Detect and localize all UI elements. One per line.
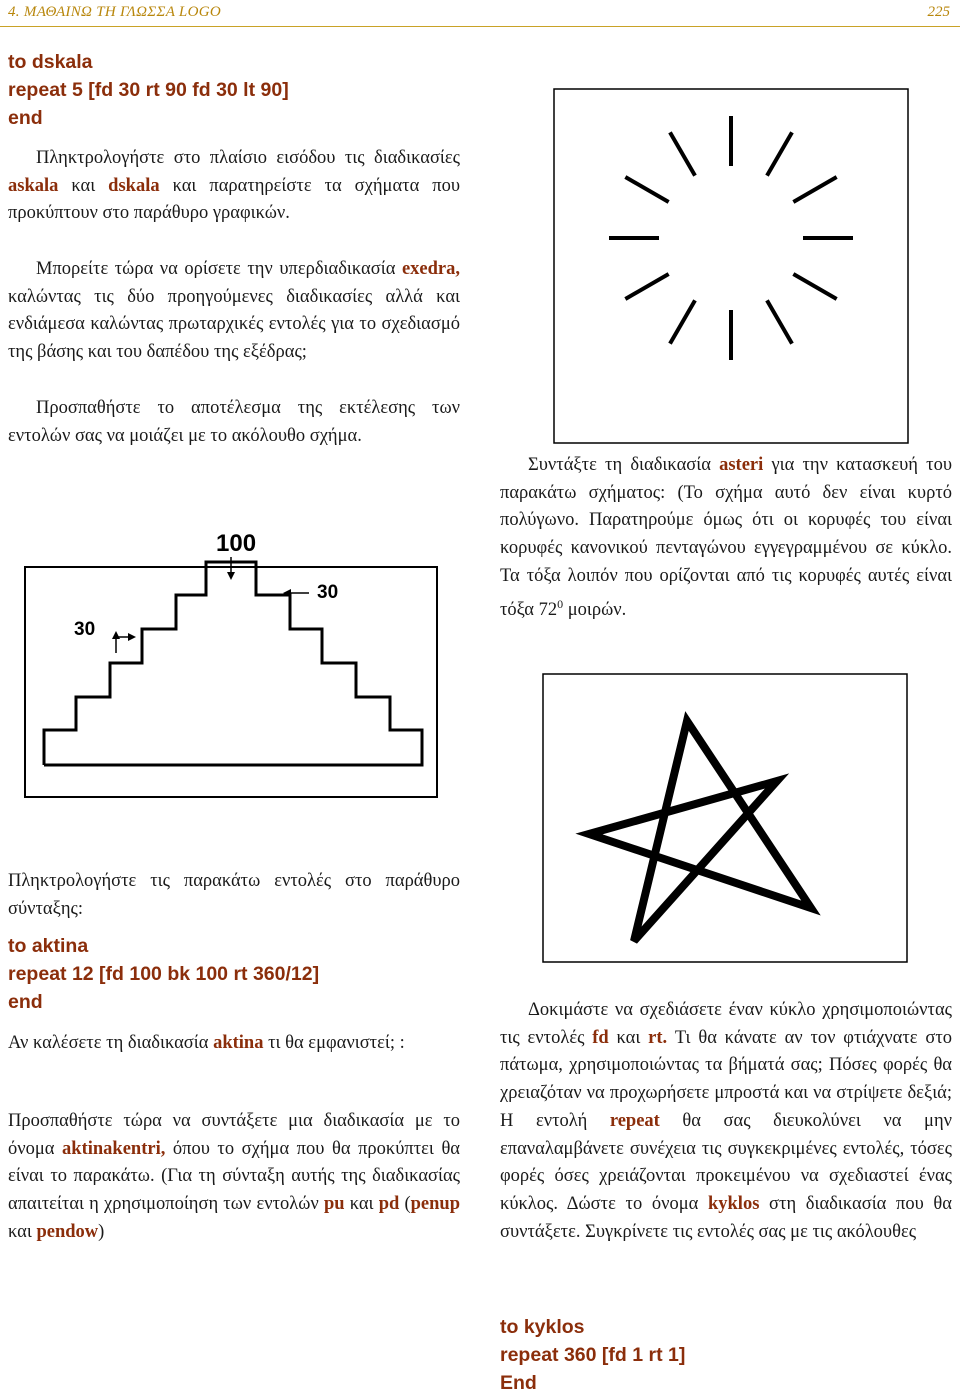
figure-frame [543, 674, 907, 962]
keyword: repeat [609, 1110, 660, 1131]
exedra-figure [24, 525, 440, 800]
keyword: rt. [648, 1027, 668, 1048]
keyword: pu [323, 1194, 345, 1215]
code-aktina [8, 932, 460, 1016]
keyword: aktinakentri, [62, 1138, 166, 1159]
keyword: penup [410, 1194, 460, 1215]
label-100: 100 [216, 530, 257, 557]
code-kyklos [500, 1313, 952, 1397]
code-line: repeat 12 [fd 100 bk 100 rt 360/12] [8, 963, 320, 985]
rays-figure [553, 88, 909, 444]
keyword: exedra, [401, 259, 460, 279]
keyword: aktina [213, 1033, 264, 1053]
code-line: to aktina [8, 935, 89, 957]
paragraph-aktinakentri: Προσπαθήστε τώρα να συντάξετε μια διαδικασία με το όνομα aktinakentri, όπου το σχήμα που θα προκύπτει θα είναι το παρακάτω. (Για τη σύνταξη αυτής της διαδικασίας απαιτείται η χρησιμοποίηση των εντολών pu και pd (penup και pendow) [8, 1111, 460, 1242]
code-line: to kyklos [500, 1316, 585, 1338]
page-number: 225 [927, 4, 950, 20]
label-30-left: 30 [74, 619, 96, 640]
figure-frame [25, 567, 437, 797]
keyword: kyklos [707, 1193, 760, 1214]
keyword: askala [8, 175, 59, 196]
star-figure [542, 673, 908, 963]
code-dskala [8, 48, 460, 132]
keyword: dskala [108, 175, 160, 196]
paragraph-aktina: Αν καλέσετε τη διαδικασία aktina τι θα εμφανιστεί; : [8, 1033, 405, 1053]
superscript: 0 [557, 596, 564, 611]
header-divider [0, 26, 960, 27]
code-line: to dskala [8, 51, 93, 73]
keyword: pendow [36, 1221, 99, 1242]
paragraph-result: Προσπαθήστε το αποτέλεσμα της εκτέλεσης των εντολών σας να μοιάζει με το ακόλουθο σχήμα. [8, 398, 460, 446]
paragraph-syntax: Πληκτρολογήστε τις παρακάτω εντολές στο παράθυρο σύνταξης: [8, 871, 460, 919]
keyword: fd [592, 1027, 609, 1048]
code-line: end [8, 991, 43, 1013]
paragraph-askala: Πληκτρολογήστε στο πλαίσιο εισόδου τις διαδικασίες askala και dskala και παρατηρείστε τα σχήματα που προκύπτουν στο παράθυρο γραφικών. [8, 148, 460, 224]
keyword: asteri [719, 455, 764, 475]
label-30-right: 30 [317, 582, 339, 603]
code-line: End [500, 1372, 537, 1394]
chapter-title: 4. ΜΑΘΑΙΝΩ ΤΗ ΓΛΩΣΣΑ LOGO [8, 4, 221, 20]
paragraph-asteri: Συντάξτε τη διαδικασία asteri για την κατασκευή του παρακάτω σχήματος: (Το σχήμα αυτό δεν είναι κυρτό πολύγωνο. Παρατηρούμε όμως ότι οι κορυφές του είναι κορυφές κανονικού πενταγώνου εγγεγραμμένου σε κύκλο. Τα τόξα λοιπόν που ορίζονται από τις κορυφές αυτές είναι τόξα $72^0$ μοιρών. [500, 455, 952, 620]
code-line: repeat 360 [fd 1 rt 1] [500, 1344, 686, 1366]
code-line: repeat 5 [fd 30 rt 90 fd 30 lt 90] [8, 79, 289, 101]
code-line: end [8, 107, 43, 129]
paragraph-exedra: Μπορείτε τώρα να ορίσετε την υπερδιαδικασία exedra, καλώντας τις δύο προηγούμενες διαδικασίες αλλά και ενδιάμεσα καλώντας πρωταρχικές εντολές για το σχεδιασμό της βάσης και του δαπέδου της εξέδρας; [8, 259, 460, 363]
paragraph-kyklos: Δοκιμάστε να σχεδιάσετε έναν κύκλο χρησιμοποιώντας τις εντολές fd και rt. Τι θα κάνατε αν τον φτιάχνατε στο πάτωμα, χρησιμοποιώντας τα βήματά σας; Πόσες φορές θα χρειαζόταν να προχωρήσετε μπροστά και να στρίψετε δεξιά; Η εντολή repeat θα σας διευκολύνει να μην επαναλαμβάνετε συνέχεια τις συγκεκριμένες εντολές, τόσες φορές όσες χρειάζονται προκειμένου να σχεδιαστεί ένας κύκλος. Δώστε το όνομα kyklos στη διαδικασία που θα συντάξετε. Συγκρίνετε τις εντολές σας με τις ακόλουθες [500, 1000, 952, 1242]
keyword: pd [378, 1194, 400, 1215]
